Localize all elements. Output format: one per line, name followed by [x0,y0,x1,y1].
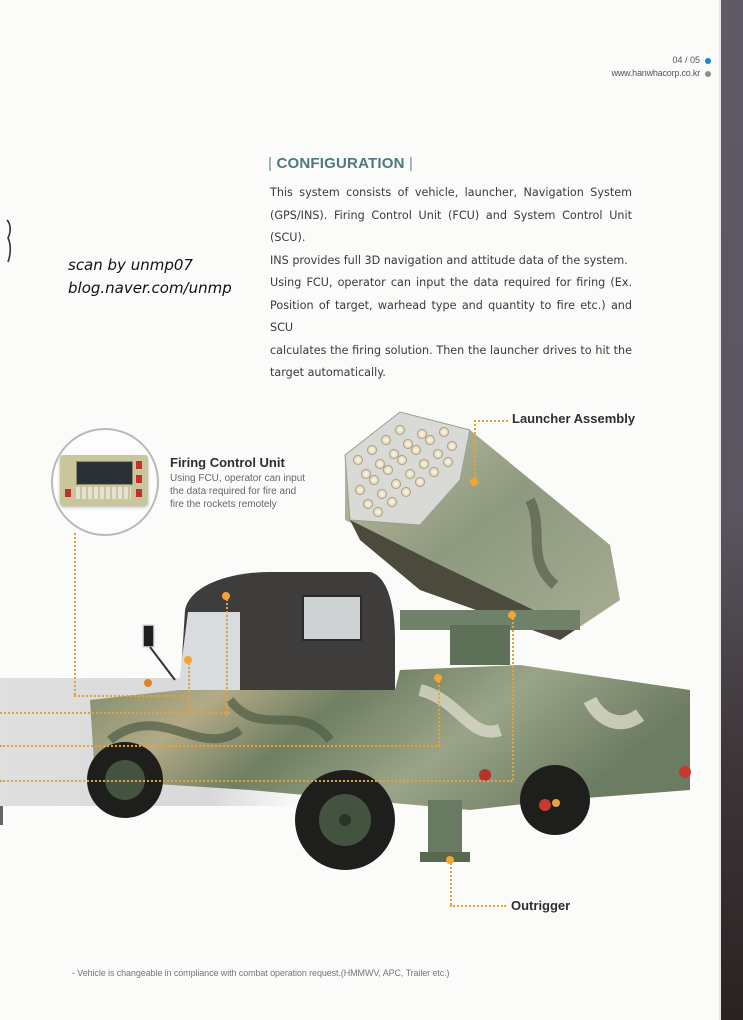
outrigger-label: Outrigger [511,898,571,913]
fcu-switch [136,461,142,469]
scan-watermark-line2: blog.naver.com/unmp [68,279,232,297]
launcher-leader-line [474,420,476,482]
fcu-image-inset [51,428,159,536]
leader-line [226,596,228,716]
leader-line [0,780,512,782]
fcu-switch [136,475,142,483]
fcu-screen [76,461,133,485]
fcu-description-line: the data required for fire and [170,486,297,497]
fcu-description [170,472,330,511]
launcher-leader-line [474,420,508,422]
title-bar-right: | [409,155,414,172]
callout-pin [434,674,442,682]
paragraph-line: This system consists of vehicle, launcher, Navigation System [270,186,632,199]
scan-watermark-line1: scan by unmp07 [68,256,193,274]
fcu-leader-line [74,533,76,695]
leader-line [438,678,440,746]
callout-pin [470,478,478,486]
footnote: - Vehicle is changeable in compliance with combat operation request.(HMMWV, APC, Trailer etc.) [72,968,450,978]
paragraph-line: INS provides full 3D navigation and attitude data of the system. [270,253,628,267]
launcher-assembly-label: Launcher Assembly [512,411,636,426]
fcu-device-image [60,455,148,505]
section-title-text: CONFIGURATION [276,155,405,172]
paragraph-line: (GPS/INS). Firing Control Unit (FCU) and System Control Unit (SCU). [270,208,632,244]
title-bar-left: | [268,155,273,172]
page-number-text: 04 / 05 [672,55,700,65]
callout-pin [446,856,454,864]
outrigger-leader-line [450,905,506,907]
callout-pin [222,592,230,600]
leader-line [0,745,440,747]
fcu-keypad [76,487,131,499]
outrigger-leader-line [450,860,452,905]
fcu-title: Firing Control Unit [170,455,285,470]
callout-pin [508,611,516,619]
paragraph-line: Using FCU, operator can input the data required for firing (Ex. [270,276,632,289]
fcu-description-line: Using FCU, operator can input [170,473,306,484]
leader-line [0,712,230,714]
paragraph-line: target automatically. [270,366,386,379]
leader-line [188,660,190,712]
callout-pin [184,656,192,664]
leader-line [74,695,184,697]
website-url-text: www.hanwhacorp.co.kr [611,68,700,78]
leader-line [512,615,514,780]
paragraph-line: calculates the firing solution. Then the launcher drives to hit the [270,343,632,357]
fcu-description-line: fire the rockets remotely [170,499,277,510]
paragraph-line: Position of target, warhead type and quantity to fire etc.) and SCU [270,298,632,334]
fcu-switch [136,489,142,497]
fcu-switch [65,489,71,497]
